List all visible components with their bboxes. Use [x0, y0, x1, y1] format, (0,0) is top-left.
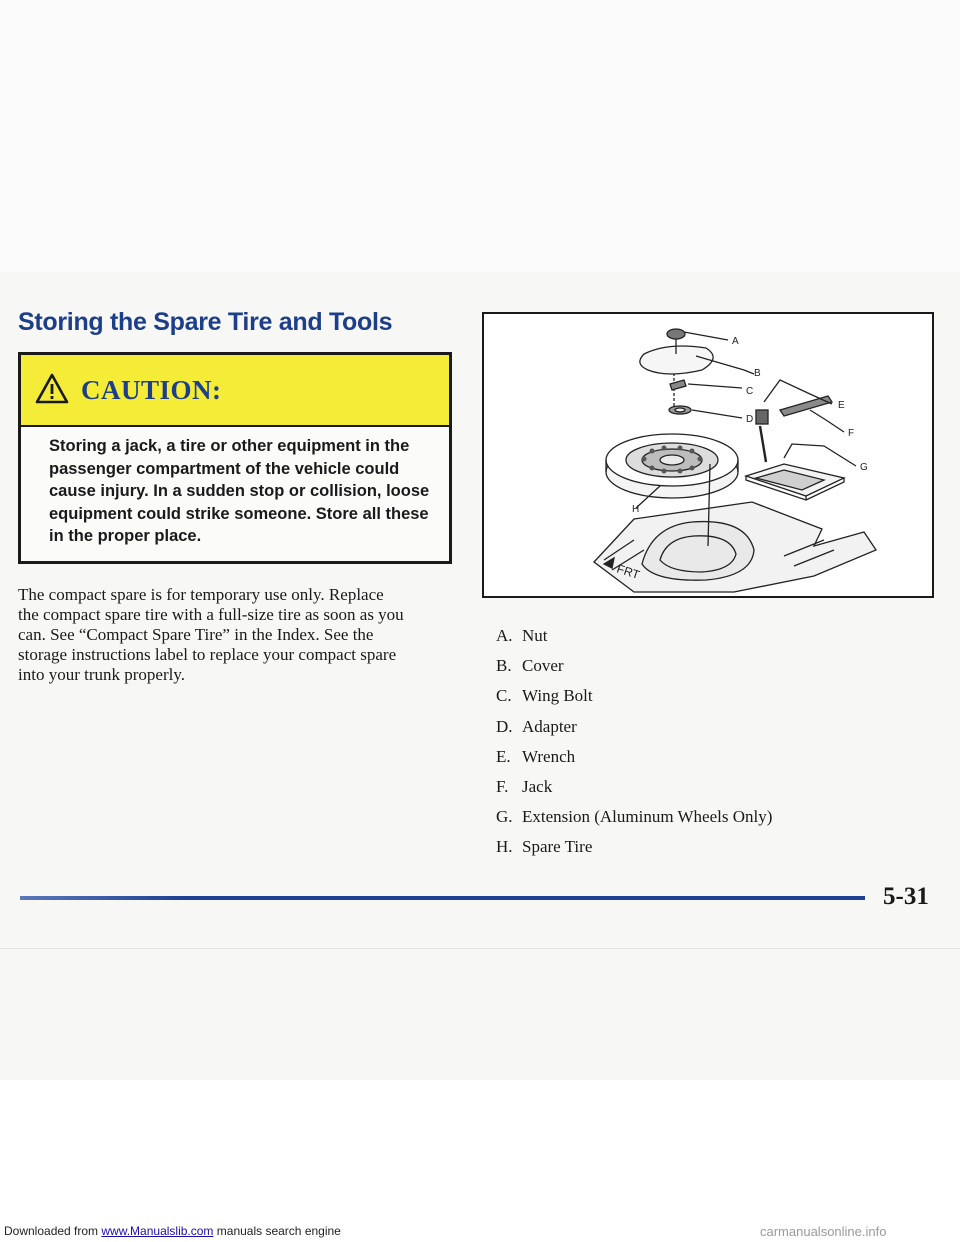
caution-line: passenger compartment of the vehicle could: [49, 459, 400, 478]
footer-rule: [20, 896, 865, 900]
page-top-margin: [0, 0, 960, 272]
spare-tire-illustration: [482, 312, 934, 598]
body-line: can. See “Compact Spare Tire” in the Index. See the: [18, 625, 374, 644]
callout-d: D: [746, 414, 754, 425]
caution-line: equipment could strike someone. Store all these: [49, 504, 429, 523]
legend-item: G. Extension (Aluminum Wheels Only): [496, 807, 773, 827]
frt-marking: FRT: [615, 561, 642, 582]
caution-text: [49, 435, 439, 548]
callout-b: B: [754, 368, 761, 379]
body-line: into your trunk properly.: [18, 665, 185, 684]
watermark: carmanualsonline.info: [760, 1224, 887, 1239]
body-line: The compact spare is for temporary use only. Replace: [18, 585, 384, 604]
body-line: storage instructions label to replace your compact spare: [18, 645, 397, 664]
warning-triangle-icon: [35, 373, 69, 405]
caution-line: Storing a jack, a tire or other equipment in the: [49, 437, 410, 455]
banner-prefix: Downloaded from: [4, 1224, 102, 1238]
section-heading: Storing the Spare Tire and Tools: [18, 308, 393, 336]
callout-h: H: [632, 504, 640, 515]
parts-legend: [496, 624, 772, 866]
legend-item: C. Wing Bolt: [496, 686, 593, 706]
body-line: the compact spare tire with a full-size tire as soon as you: [18, 605, 404, 624]
manualslib-link[interactable]: www.Manualslib.com: [101, 1224, 214, 1238]
body-paragraph: [18, 585, 458, 685]
callout-c: C: [746, 386, 754, 397]
download-banner: [4, 1224, 341, 1238]
legend-item: D. Adapter: [496, 716, 577, 736]
caution-title: CAUTION:: [81, 375, 222, 405]
legend-item: H. Spare Tire: [496, 837, 593, 857]
caution-box: [18, 352, 452, 564]
legend-item: A. Nut: [496, 626, 548, 645]
legend-item: E. Wrench: [496, 746, 576, 766]
caution-line: cause injury. In a sudden stop or collision, loose: [49, 482, 430, 500]
callout-e: E: [838, 400, 845, 411]
caution-header: [21, 355, 449, 427]
callout-g: G: [860, 462, 868, 473]
page-number: 5-31: [883, 883, 929, 910]
callout-a: A: [732, 336, 739, 347]
scan-line: [0, 948, 960, 949]
caution-line: in the proper place.: [49, 527, 202, 545]
legend-item: B. Cover: [496, 656, 564, 676]
banner-suffix: manuals search engine: [213, 1224, 341, 1238]
callout-f: F: [848, 428, 855, 439]
tire-diagram: [484, 314, 932, 596]
legend-item: F. Jack: [496, 776, 553, 796]
